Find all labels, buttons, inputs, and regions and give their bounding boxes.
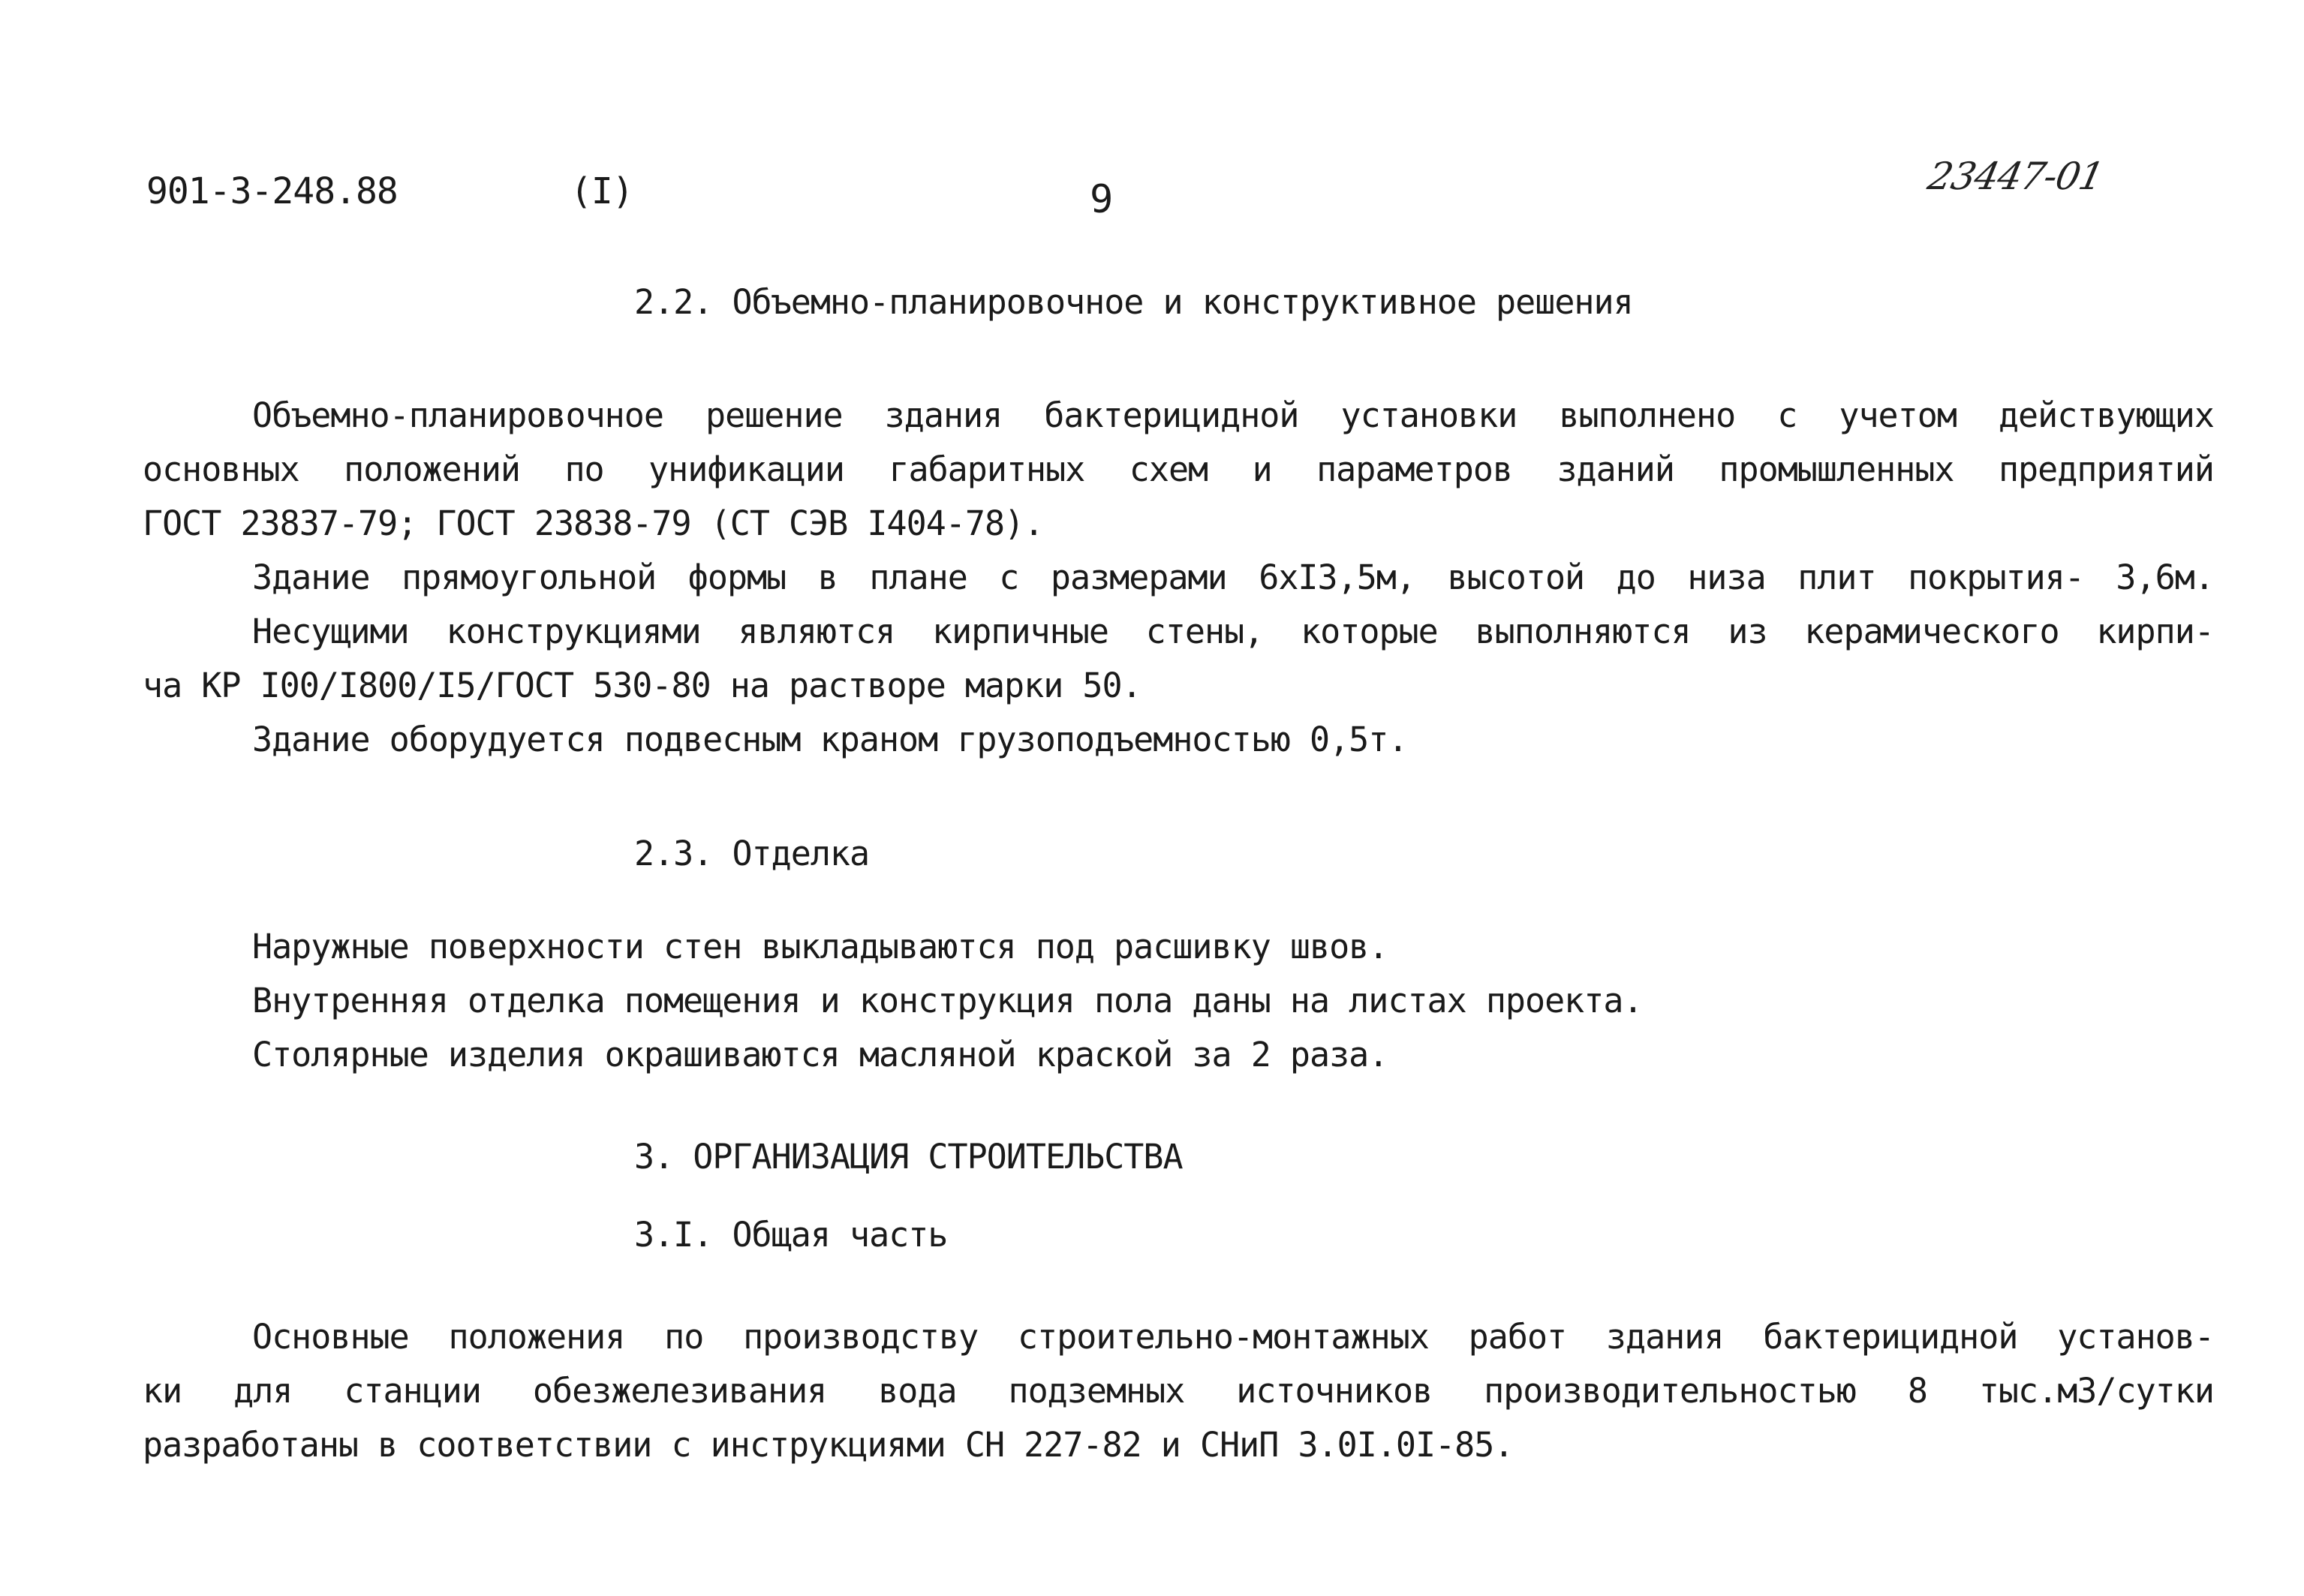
- paragraph-line: Столярные изделия окрашиваются масляной краской за 2 раза.: [252, 1035, 1388, 1075]
- paragraph-line: Объемно-планировочное решение здания бактерицидной установки выполнено с учетом действующих: [252, 395, 2214, 435]
- paragraph-line: разработаны в соответствии с инструкциями СН 227-82 и СНиП 3.0I.0I-85.: [143, 1425, 1514, 1465]
- paragraph-line: Здание прямоугольной формы в плане с размерами 6xI3,5м, высотой до низа плит покрытия- 3,6м.: [252, 558, 2214, 597]
- paragraph-line: основных положений по унификации габаритных схем и параметров зданий промышленных предприятий: [143, 449, 2214, 489]
- paragraph-line: Здание оборудуется подвесным краном грузоподъемностью 0,5т.: [252, 720, 1408, 759]
- paragraph-line: ча КР I00/I800/I5/ГОСТ 530-80 на растворе марки 50.: [143, 666, 1141, 705]
- paragraph-line: Несущими конструкциями являются кирпичные стены, которые выполняются из керамического кирпи-: [252, 612, 2214, 651]
- document-code: 901-3-248.88: [146, 170, 398, 212]
- paragraph-line: ки для станции обезжелезивания вода подземных источников производительностью 8 тыс.м3/сутки: [143, 1371, 2214, 1411]
- section-2-2-heading: 2.2. Объемно-планировочное и конструктивное решения: [634, 282, 1633, 322]
- paragraph-line: Основные положения по производству строительно-монтажных работ здания бактерицидной установ-: [252, 1317, 2214, 1357]
- volume-number: (I): [570, 170, 633, 212]
- page-number: 9: [1090, 177, 1113, 222]
- section-3-heading: 3. ОРГАНИЗАЦИЯ СТРОИТЕЛЬСТВА: [634, 1137, 1183, 1177]
- section-2-3-heading: 2.3. Отделка: [634, 834, 870, 873]
- paragraph-line: Наружные поверхности стен выкладываются под расшивку швов.: [252, 927, 1388, 966]
- section-3-1-heading: 3.I. Общая часть: [634, 1215, 948, 1255]
- paragraph-line: ГОСТ 23837-79; ГОСТ 23838-79 (СТ СЭВ I404-78).: [143, 503, 1044, 543]
- paragraph-line: Внутренняя отделка помещения и конструкция пола даны на листах проекта.: [252, 981, 1643, 1020]
- inventory-stamp: 23447-01: [1924, 155, 2107, 198]
